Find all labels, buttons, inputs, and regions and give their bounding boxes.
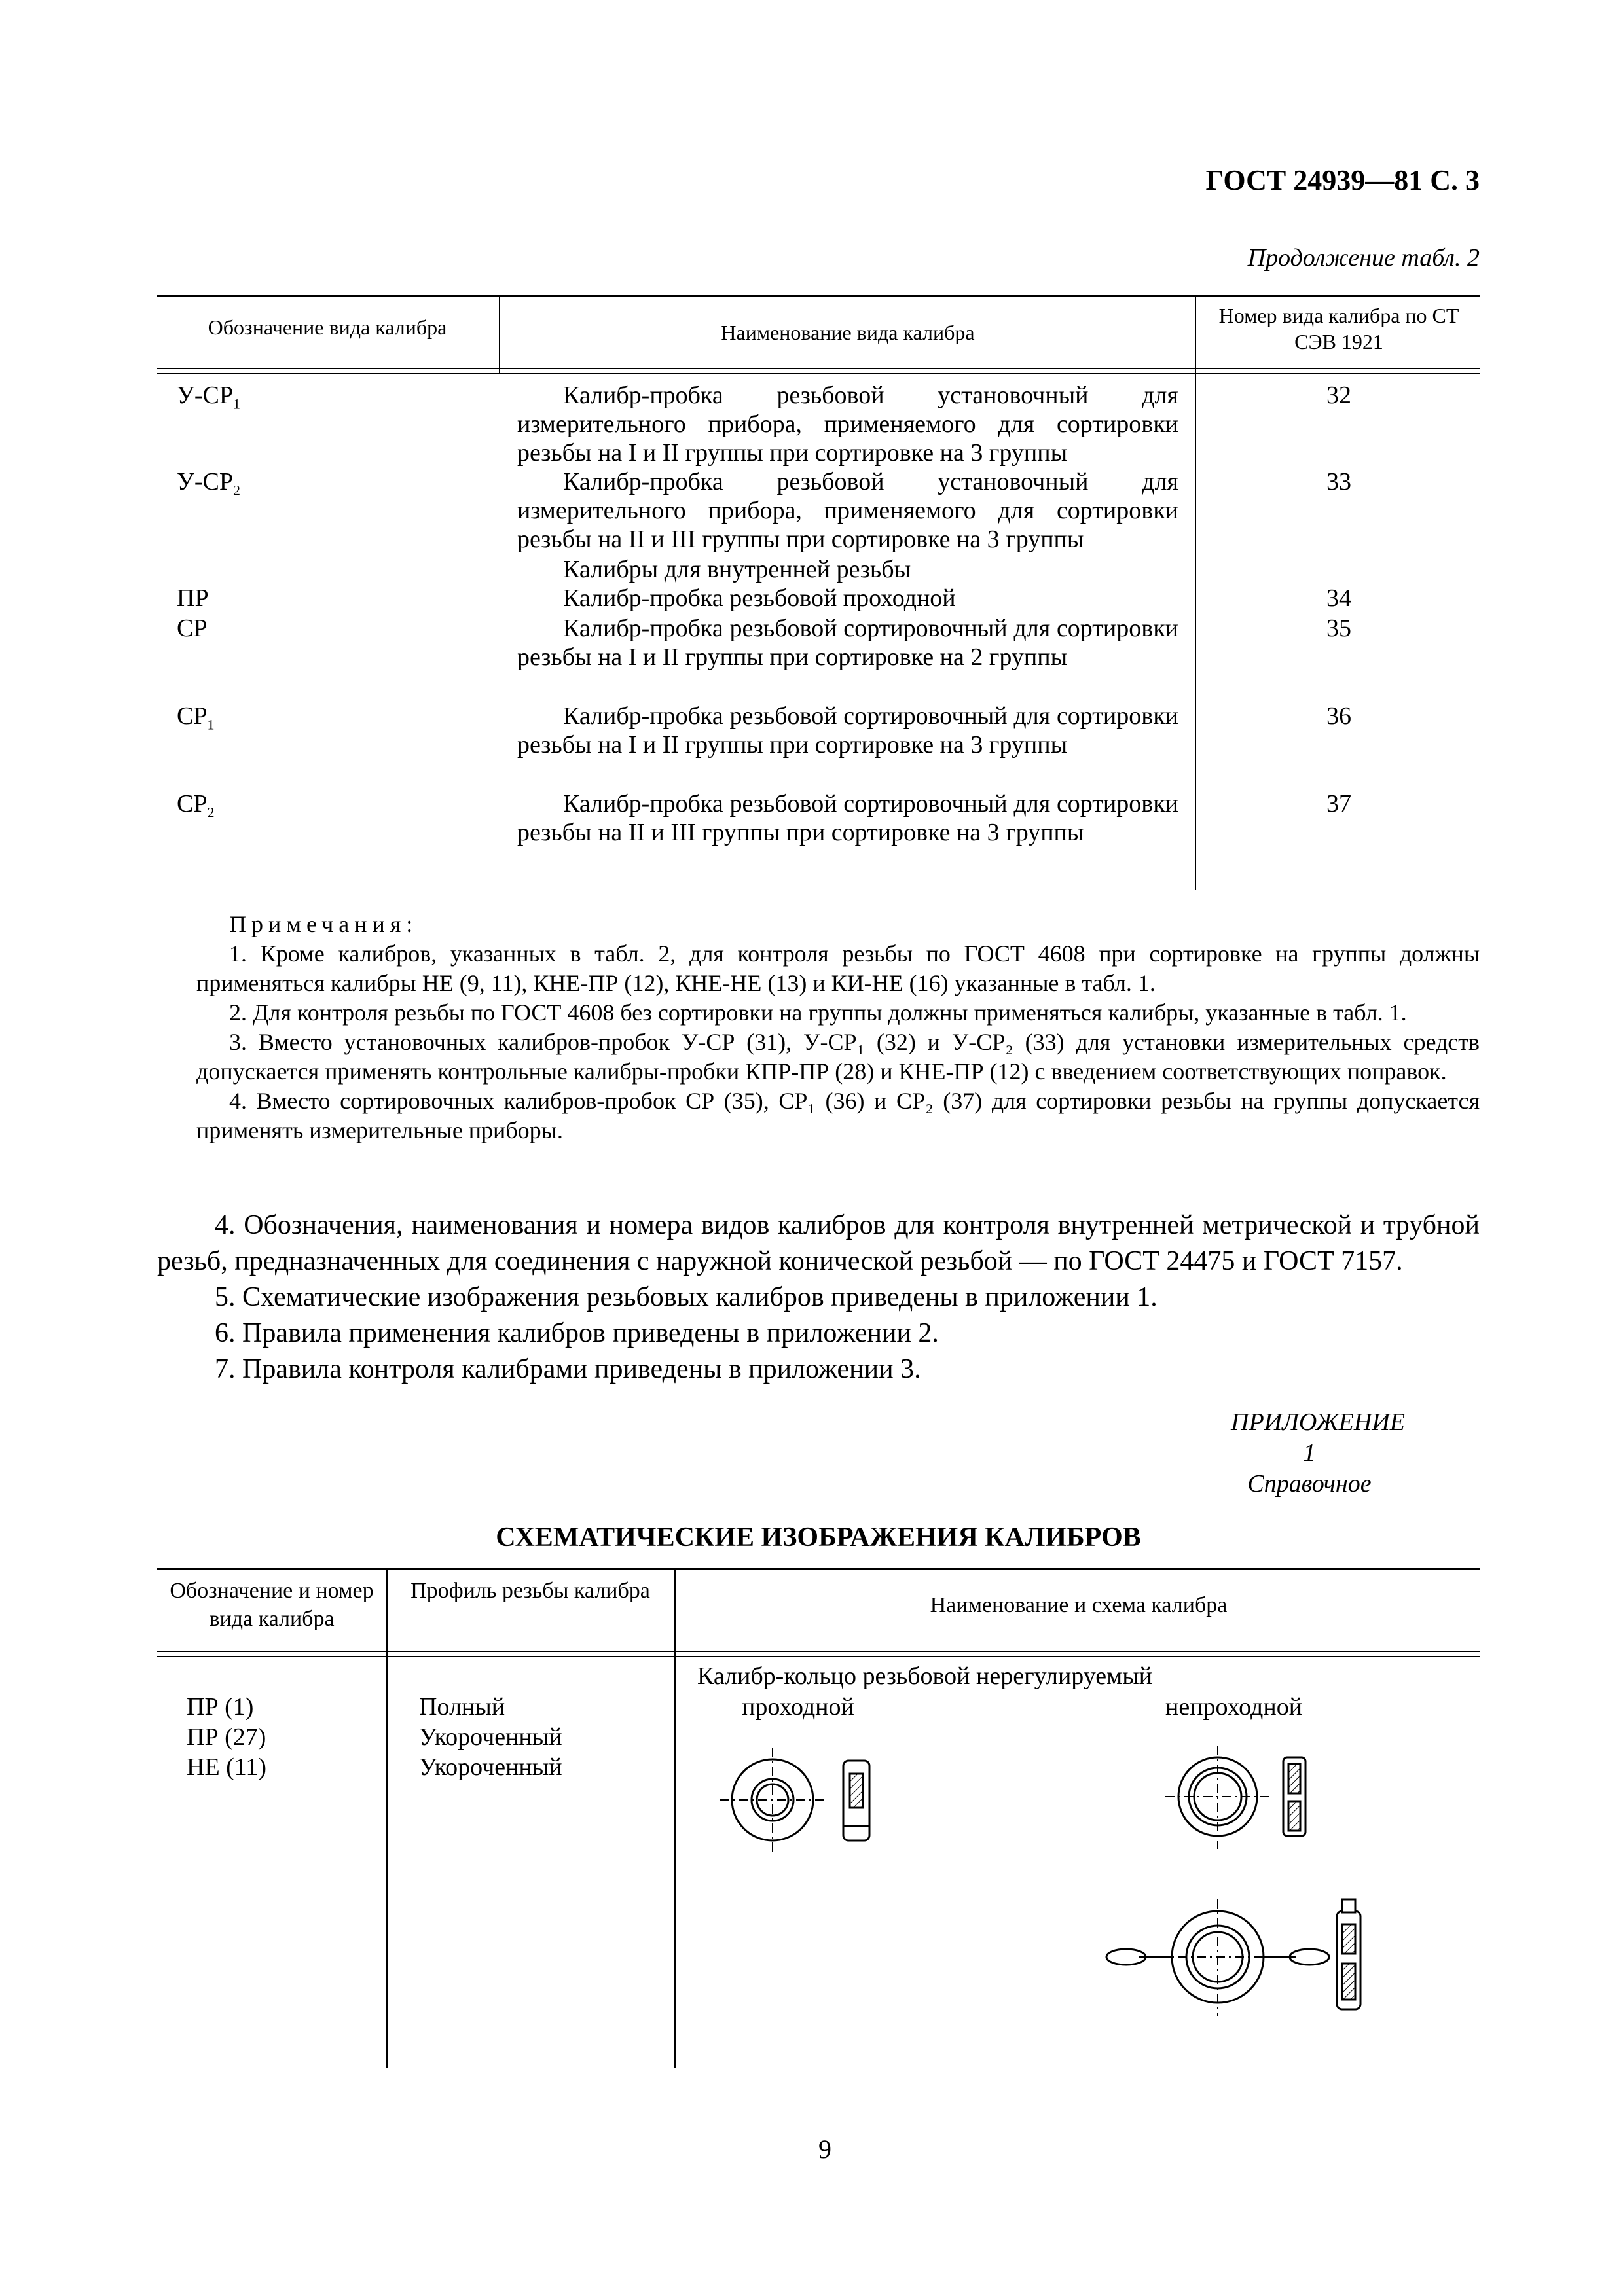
table-header-rule-2: [157, 373, 1480, 374]
notes-block: [196, 910, 1480, 1145]
body-item: 7. Правила контроля калибрами приведены в приложении 3.: [215, 1354, 921, 1384]
app-code: ПР (1): [187, 1693, 254, 1721]
app-profile: Полный: [419, 1693, 505, 1721]
app-table-col-divider-1: [386, 1569, 388, 2068]
table-row-desc: Калибр-пробка резьбовой сортировочный для сортировки резьбы на I и II группы при сортировке на 3 группы: [517, 702, 1178, 759]
table-header-name: Наименование вида калибра: [721, 321, 975, 344]
app-header-name: Наименование и схема калибра: [930, 1593, 1228, 1617]
appendix-number: ПРИЛОЖЕНИЕ 1: [1231, 1408, 1405, 1467]
note-item: 4. Вместо сортировочных калибров-пробок СР (35), СР₁ (36) и СР₂ (37) для сортировки резьбы на группы допускается применять измерительные приборы.: [196, 1088, 1480, 1143]
app-profile: Укороченный: [419, 1753, 562, 1781]
appendix-type: Справочное: [1247, 1470, 1372, 1498]
table-row-code: $У-СР_1$: [177, 382, 241, 412]
app-table-top-rule: [157, 1568, 1480, 1570]
table-row-num: 37: [1326, 790, 1351, 817]
note-item: 1. Кроме калибров, указанных в табл. 2, для контроля резьбы по ГОСТ 4608 при сортировке на группы должны применяться калибры НЕ (9, 11), КНЕ-ПР (12), КНЕ-НЕ (13) и КИ-НЕ (16) указанные в табл. 1.: [196, 941, 1480, 996]
body-item: 5. Схематические изображения резьбовых калибров приведены в приложении 1.: [215, 1282, 1158, 1312]
app-sub-go: проходной: [742, 1693, 854, 1721]
table-row-desc: Калибр-пробка резьбовой проходной: [563, 584, 956, 612]
app-codes: [187, 1692, 370, 1782]
table-row-code: $СР_1$: [177, 702, 215, 733]
app-code: ПР (27): [187, 1723, 266, 1751]
table-row-code: $У-СР_2$: [177, 468, 241, 499]
table-row-num: 32: [1326, 382, 1351, 409]
page-number: 9: [818, 2134, 831, 2164]
nogo-ring-front-icon: [1165, 1746, 1270, 1849]
table-continuation-label: Продолжение табл. 2: [1247, 244, 1480, 272]
table-row-num: 34: [1326, 584, 1351, 612]
go-ring-section-icon: [843, 1761, 869, 1840]
nogo-handled-section-icon: [1337, 1899, 1360, 2009]
body-item: 6. Правила применения калибров приведены в приложении 2.: [215, 1318, 939, 1348]
table-header-rule: [157, 368, 1480, 369]
app-sub-nogo: непроходной: [1165, 1693, 1303, 1721]
appendix-label: [1231, 1407, 1405, 1499]
app-table-header-rule-2: [157, 1656, 1480, 1657]
table-col-divider-1: [499, 296, 500, 373]
table-row-num: 33: [1326, 468, 1351, 495]
app-header-profile: Профиль резьбы калибра: [410, 1579, 650, 1603]
table-row-desc: Калибр-пробка резьбовой установочный для измерительного прибора, применяемого для сортировки резьбы на I и II группы при сортировке на 3 группы: [517, 382, 1178, 467]
table-header-code: Обозначение вида калибра: [208, 315, 447, 339]
go-ring-front-icon: [720, 1748, 825, 1852]
app-header-code: Обозначение и номер вида калибра: [170, 1579, 374, 1631]
nogo-ring-handled-icon: [1106, 1899, 1329, 2016]
table-row-desc: Калибр-пробка резьбовой установочный для измерительного прибора, применяемого для сортировки резьбы на II и III группы при сортировке на 3 группы: [517, 468, 1178, 553]
app-profile: Укороченный: [419, 1723, 562, 1751]
table-row-num: 36: [1326, 702, 1351, 730]
gauge-schematics: [681, 1728, 1467, 2094]
app-gauge-name: Калибр-кольцо резьбовой нерегулируемый: [697, 1662, 1153, 1690]
table-top-rule: [157, 295, 1480, 297]
note-item: 3. Вместо установочных калибров-пробок У-СР (31), У-СР₁ (32) и У-СР₂ (33) для установки измерительных средств допускается применять контрольные калибры-пробки КПР-ПР (28) и КНЕ-ПР (12) с введением соответствующих поправок.: [196, 1029, 1480, 1085]
table-col-divider-2: [1195, 296, 1196, 890]
table-row-num: 35: [1326, 615, 1351, 642]
table-row-code: $СР_2$: [177, 790, 215, 821]
nogo-ring-section-icon: [1283, 1757, 1305, 1836]
notes-title: Примечания:: [229, 911, 418, 937]
app-table-header-rule: [157, 1651, 1480, 1652]
table-row-code: ПР: [177, 584, 209, 612]
table-header-number: Номер вида калибра по СТ СЭВ 1921: [1218, 304, 1459, 353]
app-table-col-divider-2: [674, 1569, 676, 2068]
table-row-code: СР: [177, 615, 208, 642]
section-title: СХЕМАТИЧЕСКИЕ ИЗОБРАЖЕНИЯ КАЛИБРОВ: [496, 1522, 1141, 1552]
body-item: 4. Обозначения, наименования и номера видов калибров для контроля внутренней метрической и трубной резьб, предназначенных для соединения с наружной конической резьбой — по ГОСТ 24475 и ГОСТ 7157.: [157, 1210, 1480, 1276]
note-item: 2. Для контроля резьбы по ГОСТ 4608 без сортировки на группы должны применяться калибры, указанные в табл. 1.: [229, 999, 1407, 1026]
table-row-desc: Калибр-пробка резьбовой сортировочный для сортировки резьбы на II и III группы при сортировке на 3 группы: [517, 790, 1178, 846]
table-row-desc: Калибр-пробка резьбовой сортировочный для сортировки резьбы на I и II группы при сортировке на 2 группы: [517, 615, 1178, 671]
table-subheading: Калибры для внутренней резьбы: [563, 556, 911, 583]
app-profiles: [419, 1692, 655, 1782]
main-items: [157, 1208, 1480, 1388]
page-header: ГОСТ 24939—81 С. 3: [1205, 164, 1480, 196]
app-code: НЕ (11): [187, 1753, 267, 1781]
